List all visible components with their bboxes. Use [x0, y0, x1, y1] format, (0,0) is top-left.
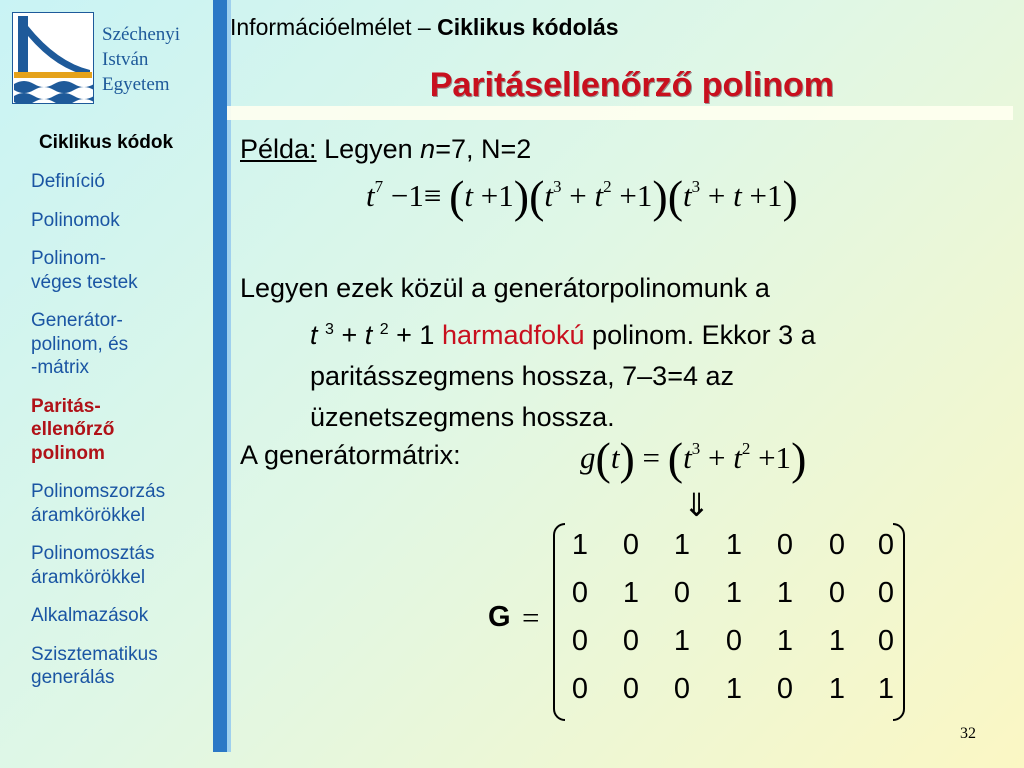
- para-line2: [240, 309, 1000, 356]
- slide-title: Paritásellenőrző polinom: [429, 66, 834, 104]
- logo-text-line1: Széchenyi: [102, 24, 181, 45]
- slide-header: [230, 14, 619, 41]
- matrix-symbol: G: [488, 601, 511, 633]
- sidebar-item[interactable]: [0, 170, 212, 194]
- para-plus: +: [333, 320, 365, 350]
- matrix-cell: 1: [622, 577, 640, 609]
- para-line4: üzenetszegmens hossza.: [310, 402, 615, 432]
- implies-arrow: ⇓: [683, 486, 710, 524]
- matrix-cell: 0: [828, 529, 846, 561]
- matrix-equals: =: [522, 600, 540, 635]
- matrix-cell: 0: [877, 577, 895, 609]
- vertical-divider-bar: [213, 0, 227, 752]
- sidebar-item-label: Szisztematikus: [31, 643, 158, 665]
- sidebar-item-label: áramkörökkel: [31, 566, 146, 588]
- matrix-cell: 1: [725, 673, 743, 705]
- matrix-cell: 1: [725, 529, 743, 561]
- para-e1: 3: [325, 321, 334, 338]
- matrix-cell: 0: [673, 673, 691, 705]
- logo-text-line2: István: [102, 49, 149, 70]
- matrix-cell: 1: [673, 625, 691, 657]
- para-e2: 2: [379, 321, 389, 338]
- matrix-cell: 0: [776, 529, 794, 561]
- sidebar-item-label: Polinomosztás: [31, 543, 155, 564]
- sidebar-item[interactable]: [0, 643, 212, 690]
- sidebar-heading: Ciklikus kódok: [38, 132, 174, 153]
- page-number: 32: [960, 725, 976, 742]
- matrix-cell: 0: [571, 577, 589, 609]
- example-line: [240, 134, 531, 165]
- example-text-b: =7, N=2: [435, 134, 532, 164]
- generator-polynomial-formula: $g(t) = (t^3 + t^2 +1)$: [580, 433, 807, 484]
- sidebar-item[interactable]: [0, 395, 212, 466]
- sidebar-item[interactable]: [0, 309, 212, 380]
- para-plus-one: + 1: [388, 320, 442, 350]
- para-line2-rest: polinom. Ekkor 3 a: [584, 320, 816, 350]
- sidebar-item-label: Polinomszorzás: [31, 481, 166, 502]
- matrix-cell: 0: [828, 577, 846, 609]
- para-t1: t: [310, 320, 318, 350]
- sidebar-item-label: polinom, és: [31, 333, 129, 355]
- example-n: n: [420, 134, 436, 164]
- generator-matrix-label: A generátormátrix:: [240, 440, 461, 470]
- header-topic: Ciklikus kódolás: [437, 14, 619, 40]
- matrix-cell: 1: [828, 625, 846, 657]
- sidebar-item-label: Generátor-: [31, 310, 123, 331]
- matrix-cell: 1: [776, 625, 794, 657]
- sidebar-item-label: Alkalmazások: [31, 605, 149, 626]
- sidebar-item[interactable]: [0, 247, 212, 294]
- sidebar-item-label: véges testek: [31, 271, 138, 293]
- matrix-cell: 0: [776, 673, 794, 705]
- header-prefix: Információelmélet –: [230, 14, 438, 40]
- sidebar-item-label: Definíció: [31, 171, 105, 192]
- sidebar-item-label: Paritás-: [31, 395, 101, 417]
- matrix-cell: 0: [725, 625, 743, 657]
- matrix-cell: 0: [622, 625, 640, 657]
- example-label: Példa:: [240, 134, 317, 164]
- para-t2: t: [364, 320, 373, 350]
- sidebar-item[interactable]: [0, 209, 212, 233]
- para-line3: paritásszegmens hossza, 7–3=4 az: [310, 361, 734, 391]
- sidebar-item-label: generálás: [31, 667, 115, 688]
- generator-matrix: [553, 523, 905, 717]
- sidebar-item-label: áramkörökkel: [31, 504, 146, 526]
- sidebar-item-label: -mátrix: [31, 357, 90, 378]
- factorization-formula: $t^7 -1\equiv (t +1)(t^3 + t^2 +1)(t^3 + t +1)$: [366, 171, 798, 222]
- sidebar-item-label: ellenőrző: [31, 419, 115, 440]
- matrix-cell: 0: [877, 625, 895, 657]
- sidebar-item[interactable]: [0, 542, 212, 589]
- matrix-cell: 0: [571, 625, 589, 657]
- matrix-left-bracket: [553, 523, 565, 721]
- matrix-cell: 0: [571, 673, 589, 705]
- matrix-cell: 1: [877, 673, 895, 705]
- matrix-cell: 1: [828, 673, 846, 705]
- sidebar-nav: [0, 132, 212, 705]
- example-text-a: Legyen: [316, 134, 421, 164]
- matrix-cell: 1: [571, 529, 589, 561]
- logo-text-line3: Egyetem: [102, 74, 170, 95]
- matrix-cell: 1: [725, 577, 743, 609]
- sidebar-item[interactable]: [0, 480, 212, 527]
- matrix-cell: 0: [622, 529, 640, 561]
- sidebar-item-label: Polinomok: [31, 209, 120, 231]
- sidebar-item[interactable]: [0, 604, 212, 628]
- matrix-cell: 1: [673, 529, 691, 561]
- matrix-cell: 0: [877, 529, 895, 561]
- sidebar-item-label: Polinom-: [31, 248, 106, 269]
- matrix-cell: 0: [673, 577, 691, 609]
- sidebar-item-label: polinom: [31, 442, 105, 464]
- para-degree-highlight: harmadfokú: [441, 320, 585, 350]
- matrix-cell: 1: [776, 577, 794, 609]
- para-line1: Legyen ezek közül a generátorpolinomunk a: [240, 273, 770, 303]
- horizontal-divider-bar: [227, 106, 1013, 120]
- matrix-cell: 0: [622, 673, 640, 705]
- paragraph-generator: [240, 268, 1000, 438]
